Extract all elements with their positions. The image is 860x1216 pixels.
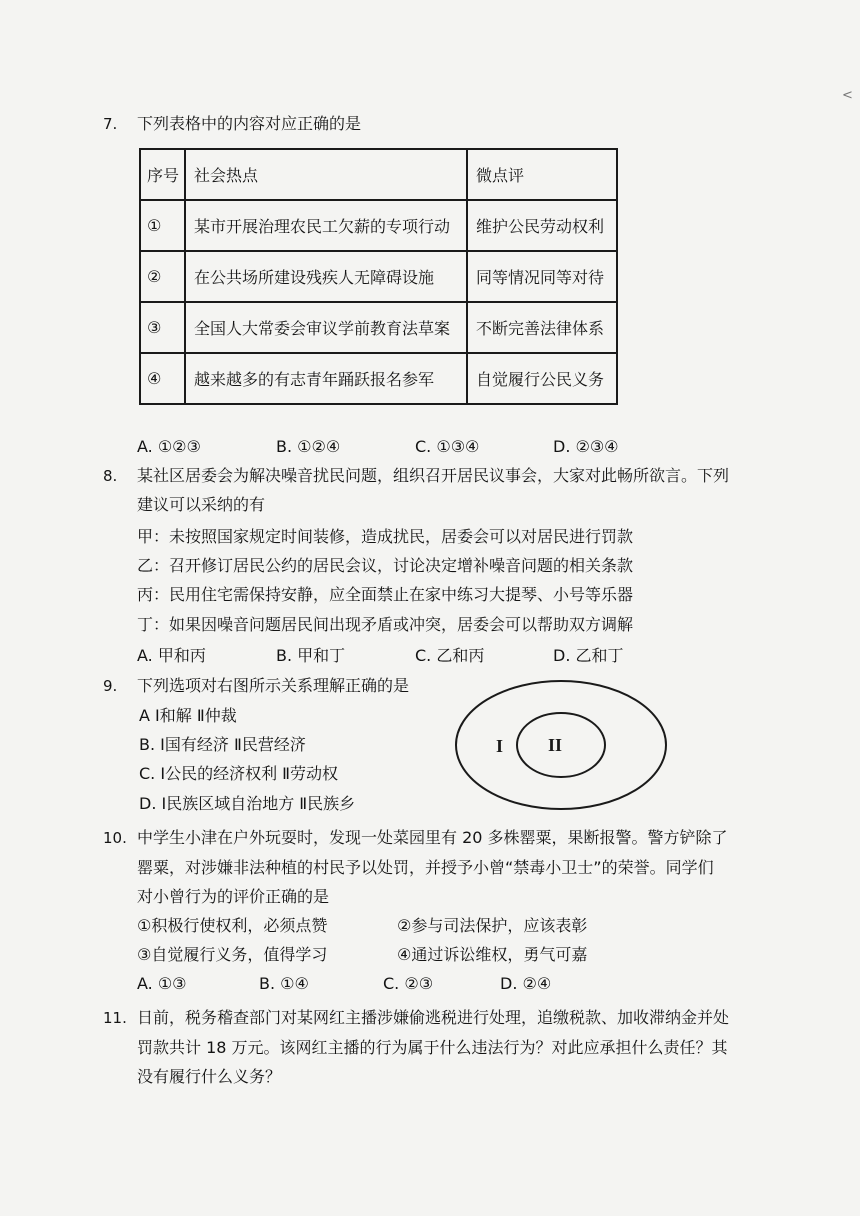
table-cell: 在公共场所建设残疾人无障碍设施	[185, 251, 467, 302]
option-d: D. 乙和丁	[553, 646, 624, 665]
outer-label: I	[496, 736, 504, 756]
option-a: A. ①②③	[137, 437, 201, 456]
option-a: A. ①③	[137, 974, 187, 993]
question-stem: 下列表格中的内容对应正确的是	[137, 114, 362, 133]
question-stem: 下列选项对右图所示关系理解正确的是	[137, 676, 410, 695]
table-cell: 不断完善法律体系	[467, 302, 617, 353]
table-cell: 自觉履行公民义务	[467, 353, 617, 404]
option-c: C. ①③④	[415, 437, 480, 456]
table-row	[140, 200, 617, 251]
table-row	[140, 353, 617, 404]
option-c: C. ②③	[383, 974, 434, 993]
question-stem-line: 建议可以采纳的有	[137, 495, 266, 514]
table-cell: ③	[140, 302, 185, 353]
option-b: B. 甲和丁	[276, 646, 346, 665]
table-header-cell: 微点评	[467, 149, 617, 200]
statement-item: 甲：未按照国家规定时间装修，造成扰民，居委会可以对居民进行罚款	[137, 527, 634, 546]
statement-item: ①积极行使权利，必须点赞	[137, 916, 328, 935]
inner-label: II	[548, 735, 563, 755]
question-stem-line: 对小曾行为的评价正确的是	[137, 887, 330, 906]
table-row	[140, 251, 617, 302]
question-stem-line: 日前，税务稽查部门对某网红主播涉嫌偷逃税进行处理，追缴税款、加收滞纳金并处	[137, 1008, 730, 1027]
table-header-cell: 社会热点	[185, 149, 467, 200]
q7-table	[139, 148, 618, 405]
table-cell: 某市开展治理农民工欠薪的专项行动	[185, 200, 467, 251]
statement-item: 丁：如果因噪音问题居民间出现矛盾或冲突，居委会可以帮助双方调解	[137, 615, 634, 634]
statement-item: ②参与司法保护，应该表彰	[397, 916, 588, 935]
table-cell: 全国人大常委会审议学前教育法草案	[185, 302, 467, 353]
question-stem-line: 罂粟，对涉嫌非法种植的村民予以处罚，并授予小曾“禁毒小卫士”的荣誉。同学们	[137, 858, 714, 877]
margin-mark: <	[842, 88, 853, 103]
question-stem-line: 罚款共计 18 万元。该网红主播的行为属于什么违法行为？对此应承担什么责任？其	[137, 1038, 728, 1057]
question-number: 10.	[103, 829, 127, 847]
option-a: A Ⅰ和解 Ⅱ仲裁	[139, 706, 237, 725]
option-d: D. ②③④	[553, 437, 619, 456]
table-header-cell: 序号	[140, 149, 185, 200]
question-number: 11.	[103, 1009, 127, 1027]
statement-item: 乙：召开修订居民公约的居民会议，讨论决定增补噪音问题的相关条款	[137, 556, 634, 575]
table-cell: 同等情况同等对待	[467, 251, 617, 302]
statement-item: ③自觉履行义务，值得学习	[137, 945, 328, 964]
option-d: D. ②④	[500, 974, 552, 993]
question-stem-line: 中学生小津在户外玩耍时，发现一处菜园里有 20 多株罂粟，果断报警。警方铲除了	[137, 828, 728, 847]
table-cell: 越来越多的有志青年踊跃报名参军	[185, 353, 467, 404]
question-stem-line: 某社区居委会为解决噪音扰民问题，组织召开居民议事会，大家对此畅所欲言。下列	[137, 466, 730, 485]
question-number: 7.	[103, 115, 118, 133]
question-number: 9.	[103, 677, 118, 695]
option-b: B. ①④	[259, 974, 309, 993]
table-cell: 维护公民劳动权利	[467, 200, 617, 251]
question-stem-line: 没有履行什么义务？	[137, 1067, 282, 1086]
option-b: B. Ⅰ国有经济 Ⅱ民营经济	[139, 735, 306, 754]
nested-circles-diagram	[450, 676, 672, 814]
table-cell: ②	[140, 251, 185, 302]
table-row	[140, 302, 617, 353]
table-cell: ④	[140, 353, 185, 404]
option-a: A. 甲和丙	[137, 646, 206, 665]
table-header-row	[140, 149, 617, 200]
statement-item: ④通过诉讼维权，勇气可嘉	[397, 945, 588, 964]
option-c: C. 乙和丙	[415, 646, 485, 665]
option-c: C. Ⅰ公民的经济权利 Ⅱ劳动权	[139, 764, 339, 783]
statement-item: 丙：民用住宅需保持安静，应全面禁止在家中练习大提琴、小号等乐器	[137, 585, 634, 604]
option-d: D. Ⅰ民族区域自治地方 Ⅱ民族乡	[139, 794, 356, 813]
question-number: 8.	[103, 467, 118, 485]
table-cell: ①	[140, 200, 185, 251]
option-b: B. ①②④	[276, 437, 341, 456]
